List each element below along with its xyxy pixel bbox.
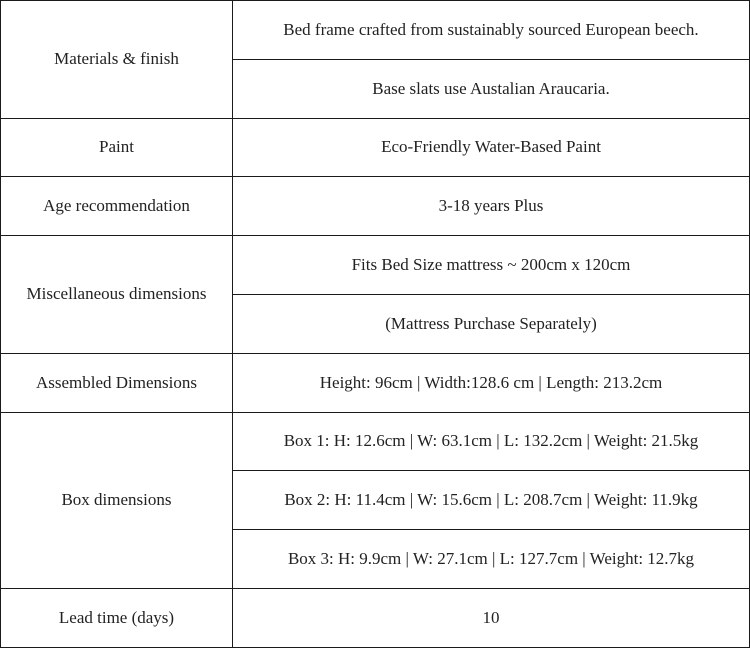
lead-time-label: Lead time (days) <box>1 588 233 647</box>
table-row <box>1 236 750 295</box>
table-row <box>1 118 750 177</box>
table-row <box>1 588 750 647</box>
assembled-dimensions-value: Height: 96cm | Width:128.6 cm | Length: 213.2cm <box>233 353 750 412</box>
box-dimensions-label: Box dimensions <box>1 412 233 588</box>
age-value: 3-18 years Plus <box>233 177 750 236</box>
assembled-dimensions-label: Assembled Dimensions <box>1 353 233 412</box>
misc-dimensions-note: (Mattress Purchase Separately) <box>233 294 750 353</box>
table-row <box>1 353 750 412</box>
table-row <box>1 412 750 471</box>
materials-value-frame: Bed frame crafted from sustainably sourced European beech. <box>233 1 750 60</box>
box-2-dimensions: Box 2: H: 11.4cm | W: 15.6cm | L: 208.7cm | Weight: 11.9kg <box>233 471 750 530</box>
materials-value-slats: Base slats use Austalian Araucaria. <box>233 59 750 118</box>
box-3-dimensions: Box 3: H: 9.9cm | W: 27.1cm | L: 127.7cm | Weight: 12.7kg <box>233 530 750 589</box>
lead-time-value: 10 <box>233 588 750 647</box>
paint-label: Paint <box>1 118 233 177</box>
table-row <box>1 177 750 236</box>
materials-label: Materials & finish <box>1 1 233 119</box>
misc-dimensions-label: Miscellaneous dimensions <box>1 236 233 354</box>
paint-value: Eco-Friendly Water-Based Paint <box>233 118 750 177</box>
age-label: Age recommendation <box>1 177 233 236</box>
misc-dimensions-mattress: Fits Bed Size mattress ~ 200cm x 120cm <box>233 236 750 295</box>
box-1-dimensions: Box 1: H: 12.6cm | W: 63.1cm | L: 132.2cm | Weight: 21.5kg <box>233 412 750 471</box>
table-row <box>1 1 750 60</box>
